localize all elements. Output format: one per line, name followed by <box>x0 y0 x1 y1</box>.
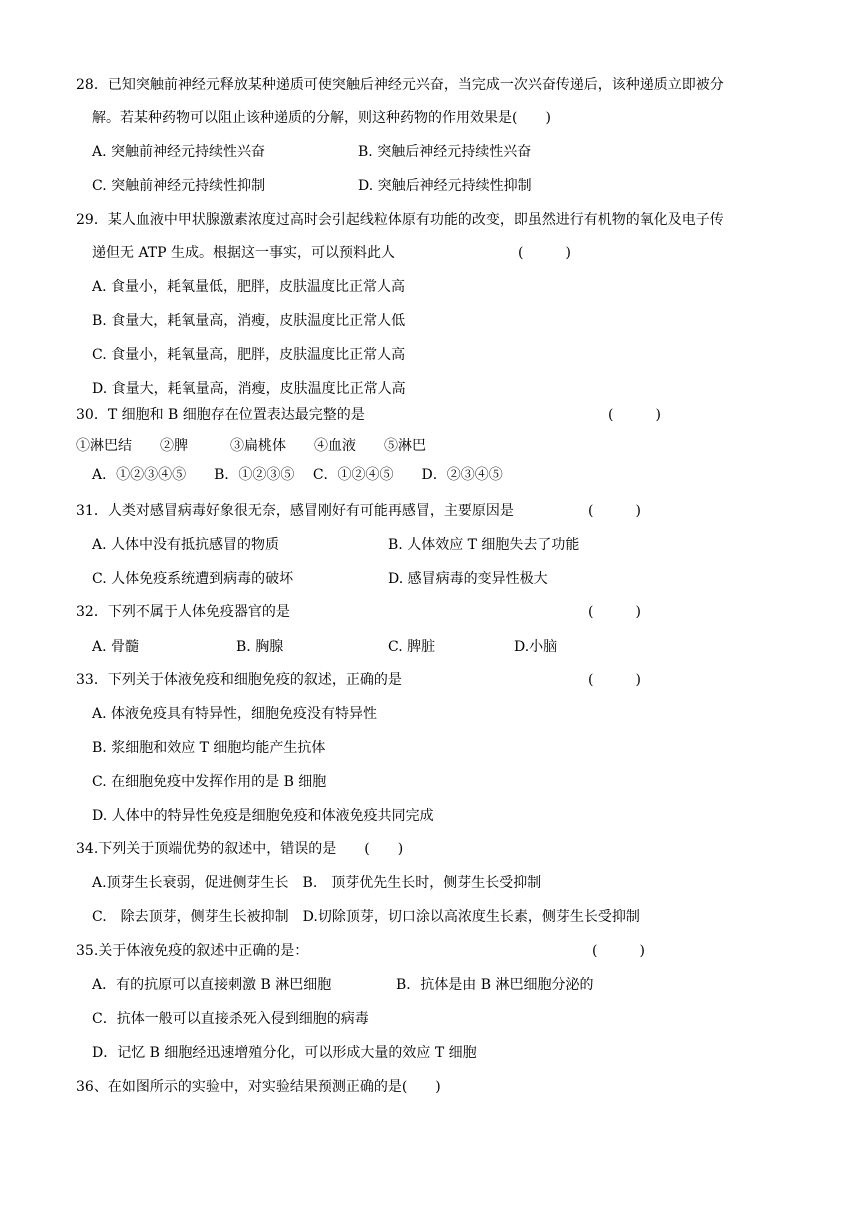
q28-stem-line1: 28．已知突触前神经元释放某种递质可使突触后神经元兴奋，当完成一次兴奋传递后，该种递质立即被分 <box>76 77 724 93</box>
q33-option-d: D. 人体中的特异性免疫是细胞免疫和体液免疫共同完成 <box>92 808 434 824</box>
q33-option-b: B. 浆细胞和效应 T 细胞均能产生抗体 <box>92 740 326 756</box>
q31-option-a: A. 人体中没有抵抗感冒的物质 <box>92 537 280 553</box>
q34-stem: 34.下列关于顶端优势的叙述中，错误的是 ( ) <box>76 841 404 857</box>
q31-option-d: D. 感冒病毒的变异性极大 <box>388 571 548 587</box>
q34-options-cd: C. 除去顶芽，侧芽生长被抑制 D.切除顶芽，切口涂以高浓度生长素，侧芽生长受抑制 <box>92 909 640 925</box>
q32-option-a: A. 骨髓 <box>92 639 140 655</box>
q35-option-d: D．记忆 B 细胞经迅速增殖分化，可以形成大量的效应 T 细胞 <box>92 1045 477 1061</box>
q29-stem-line1: 29．某人血液中甲状腺激素浓度过高时会引起线粒体原有功能的改变，即虽然进行有机物的氧化及电子传 <box>76 212 724 228</box>
q35-option-b: B．抗体是由 B 淋巴细胞分泌的 <box>396 977 594 993</box>
q35-answer-paren: ( ) <box>592 943 645 959</box>
q31-stem: 31．人类对感冒病毒好象很无奈，感冒刚好有可能再感冒，主要原因是 <box>76 503 514 519</box>
q30-stem: 30．T 细胞和 B 细胞存在位置表达最完整的是 <box>76 407 365 423</box>
q28-stem-line2: 解。若某种药物可以阻止该种递质的分解，则这种药物的作用效果是( ) <box>92 110 551 126</box>
q32-option-d: D.小脑 <box>514 639 558 655</box>
q35-option-a: A．有的抗原可以直接刺激 B 淋巴细胞 <box>92 977 332 993</box>
q36-stem: 36、在如图所示的实验中，对实验结果预测正确的是( ) <box>76 1079 441 1095</box>
q32-option-c: C. 脾脏 <box>388 639 436 655</box>
q30-options: A．①②③④⑤ B．①②③⑤ C．①②④⑤ D．②③④⑤ <box>92 467 503 483</box>
q33-option-a: A. 体液免疫具有特异性，细胞免疫没有特异性 <box>92 706 378 722</box>
q30-answer-paren: ( ) <box>608 407 661 423</box>
q32-answer-paren: ( ) <box>588 604 641 620</box>
q29-option-d: D. 食量大，耗氧量高，消瘦，皮肤温度比正常人高 <box>92 381 406 397</box>
q28-option-c: C. 突触前神经元持续性抑制 <box>92 178 266 194</box>
q32-stem: 32．下列不属于人体免疫器官的是 <box>76 604 290 620</box>
q29-option-a: A. 食量小，耗氧量低，肥胖，皮肤温度比正常人高 <box>92 279 406 295</box>
q35-stem: 35.关于体液免疫的叙述中正确的是： <box>76 943 309 959</box>
q28-option-d: D. 突触后神经元持续性抑制 <box>358 178 532 194</box>
q29-stem-line2: 递但无 ATP 生成。根据这一事实，可以预料此人 <box>92 245 396 261</box>
q31-option-c: C. 人体免疫系统遭到病毒的破坏 <box>92 571 294 587</box>
q34-options-ab: A.顶芽生长衰弱，促进侧芽生长 B. 顶芽优先生长时，侧芽生长受抑制 <box>92 875 542 891</box>
q31-answer-paren: ( ) <box>588 503 641 519</box>
q30-items: ①淋巴结 ②脾 ③扁桃体 ④血液 ⑤淋巴 <box>76 438 426 454</box>
q33-answer-paren: ( ) <box>588 672 641 688</box>
q28-option-a: A. 突触前神经元持续性兴奋 <box>92 144 266 160</box>
q32-option-b: B. 胸腺 <box>236 639 284 655</box>
q29-option-c: C. 食量小，耗氧量高，肥胖，皮肤温度比正常人高 <box>92 347 406 363</box>
q33-stem: 33．下列关于体液免疫和细胞免疫的叙述，正确的是 <box>76 672 402 688</box>
q28-option-b: B. 突触后神经元持续性兴奋 <box>358 144 532 160</box>
q33-option-c: C. 在细胞免疫中发挥作用的是 B 细胞 <box>92 774 327 790</box>
q31-option-b: B. 人体效应 T 细胞失去了功能 <box>388 537 580 553</box>
q35-option-c: C．抗体一般可以直接杀死入侵到细胞的病毒 <box>92 1011 369 1027</box>
q29-answer-paren: ( ) <box>518 245 571 261</box>
q29-option-b: B. 食量大，耗氧量高，消瘦，皮肤温度比正常人低 <box>92 313 406 329</box>
